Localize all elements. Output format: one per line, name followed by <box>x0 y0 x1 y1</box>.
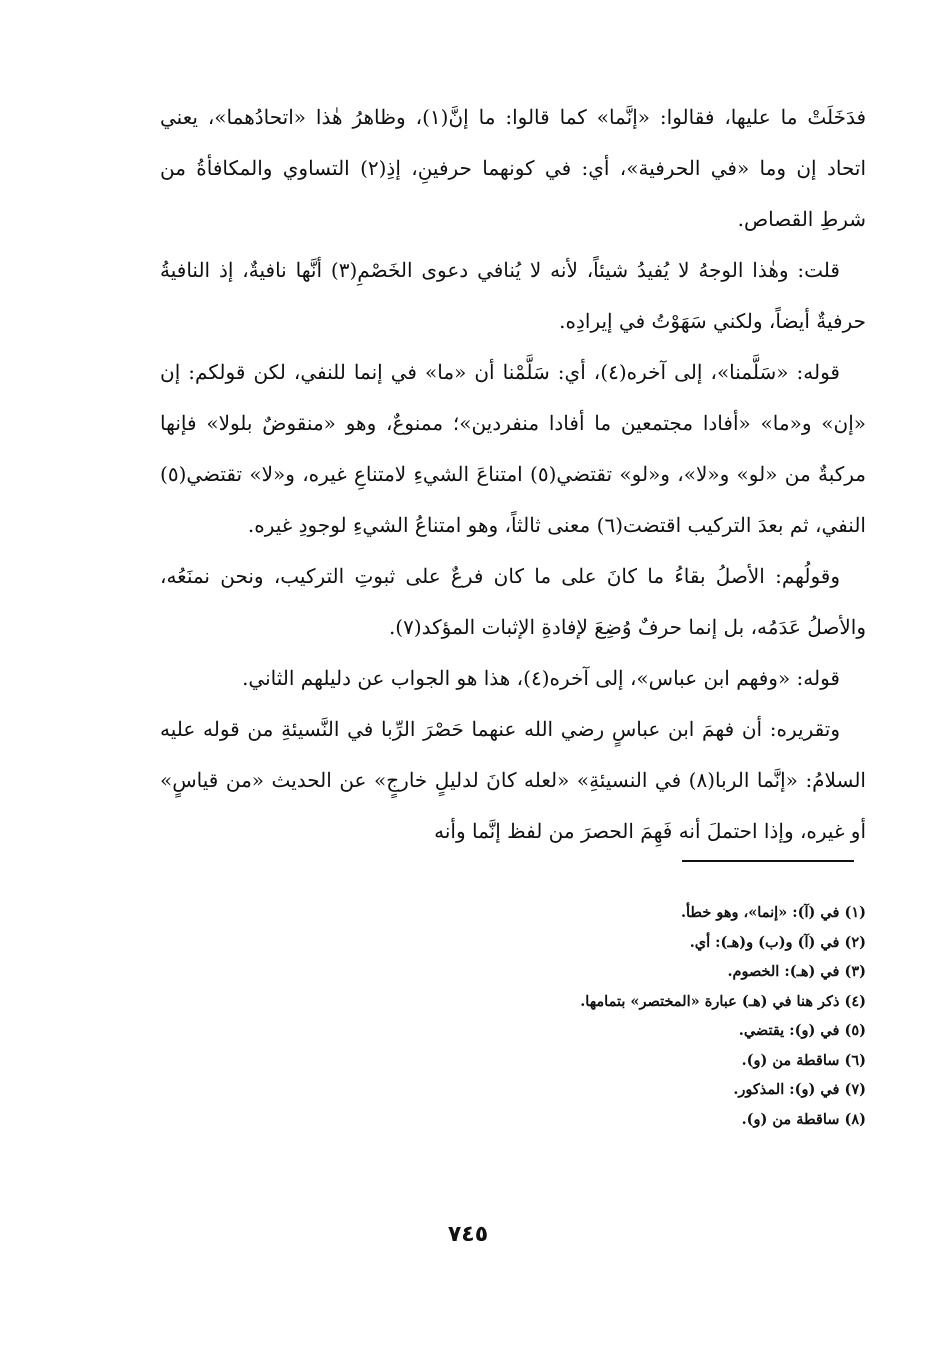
paragraph-2: قلت: وهٰذا الوجهُ لا يُفيدُ شيئاً، لأنه لا يُنافي دعوى الخَصْمِ(٣) أنَّها نافيةٌ، إذ النافيةُ حرفيةٌ أيضاً، ولكني سَهَوْتُ في إيرادِه. <box>160 258 866 333</box>
footnote-6: (٦) ساقطة من (و). <box>741 1051 866 1069</box>
footnote-7: (٧) في (و): المذكور. <box>733 1081 866 1098</box>
paragraph-5: قوله: «وفهم ابن عباس»، إلى آخره(٤)، هذا هو الجواب عن دليلهم الثاني. <box>242 666 840 690</box>
footnote-8: (٨) ساقطة من (و). <box>741 1110 866 1128</box>
footnote-separator <box>682 860 854 862</box>
main-text <box>160 92 866 857</box>
footnote-5: (٥) في (و): يقتضي. <box>738 1022 866 1039</box>
page-number: ٧٤٥ <box>447 1222 489 1247</box>
paragraph-4: وقولُهم: الأصلُ بقاءُ ما كانَ على ما كان فرعٌ على ثبوتِ التركيب، ونحن نمنَعُه، والأصلُ عَدَمُه، بل إنما حرفٌ وُضِعَ لإفادةِ الإثبات المؤكد(٧). <box>160 564 866 639</box>
footnote-3: (٣) في (هـ): الخصوم. <box>727 963 866 980</box>
footnote-1: (١) في (آ): «إنما»، وهو خطأ. <box>680 904 866 921</box>
paragraph-6: وتقريره: أن فهمَ ابن عباسٍ رضي الله عنهما حَصْرَ الرِّبا في النَّسيئةِ من قوله عليه السلامُ: «إنَّما الربا(٨) في النسيئةِ» «لعله كانَ لدليلٍ خارجٍ» عن الحديث «من قياسٍ» أو غيره، وإذا احتملَ أنه فَهِمَ الحصرَ من لفظ إنَّما وأنه <box>160 717 866 843</box>
footnotes <box>300 898 866 1134</box>
footnote-2: (٢) في (آ) و(ب) و(هـ): أي. <box>689 933 866 951</box>
paragraph-3: قوله: «سَلَّمنا»، إلى آخره(٤)، أي: سَلَّمْنا أن «ما» في إنما للنفي، لكن قولكم: إن «إن» و«ما» «أفادا مجتمعين ما أفادا منفردين»؛ ممنوعٌ، وهو «منقوضٌ بلولا» فإنها مركبةٌ من «لو» و«لا»، و«لو» تقتضي(٥) امتناعَ الشيءِ لامتناعِ غيره، و«لا» تقتضي(٥) النفي، ثم بعدَ التركيب اقتضت(٦) معنى ثالثاً، وهو امتناعُ الشيءِ لوجودِ غيره. <box>160 360 866 537</box>
paragraph-1: فدَخَلَتْ ما عليها، فقالوا: «إنَّما» كما قالوا: ما إنَّ(١)، وظاهرُ هٰذا «اتحادُهما»، يعني اتحاد إن وما «في الحرفية»، أي: في كونهما حرفينِ، إذِ(٢) التساوي والمكافأةُ من شرطِ القصاص. <box>160 105 867 231</box>
footnote-4: (٤) ذكر هنا في (هـ) عبارة «المختصر» بتمامها. <box>580 992 866 1010</box>
